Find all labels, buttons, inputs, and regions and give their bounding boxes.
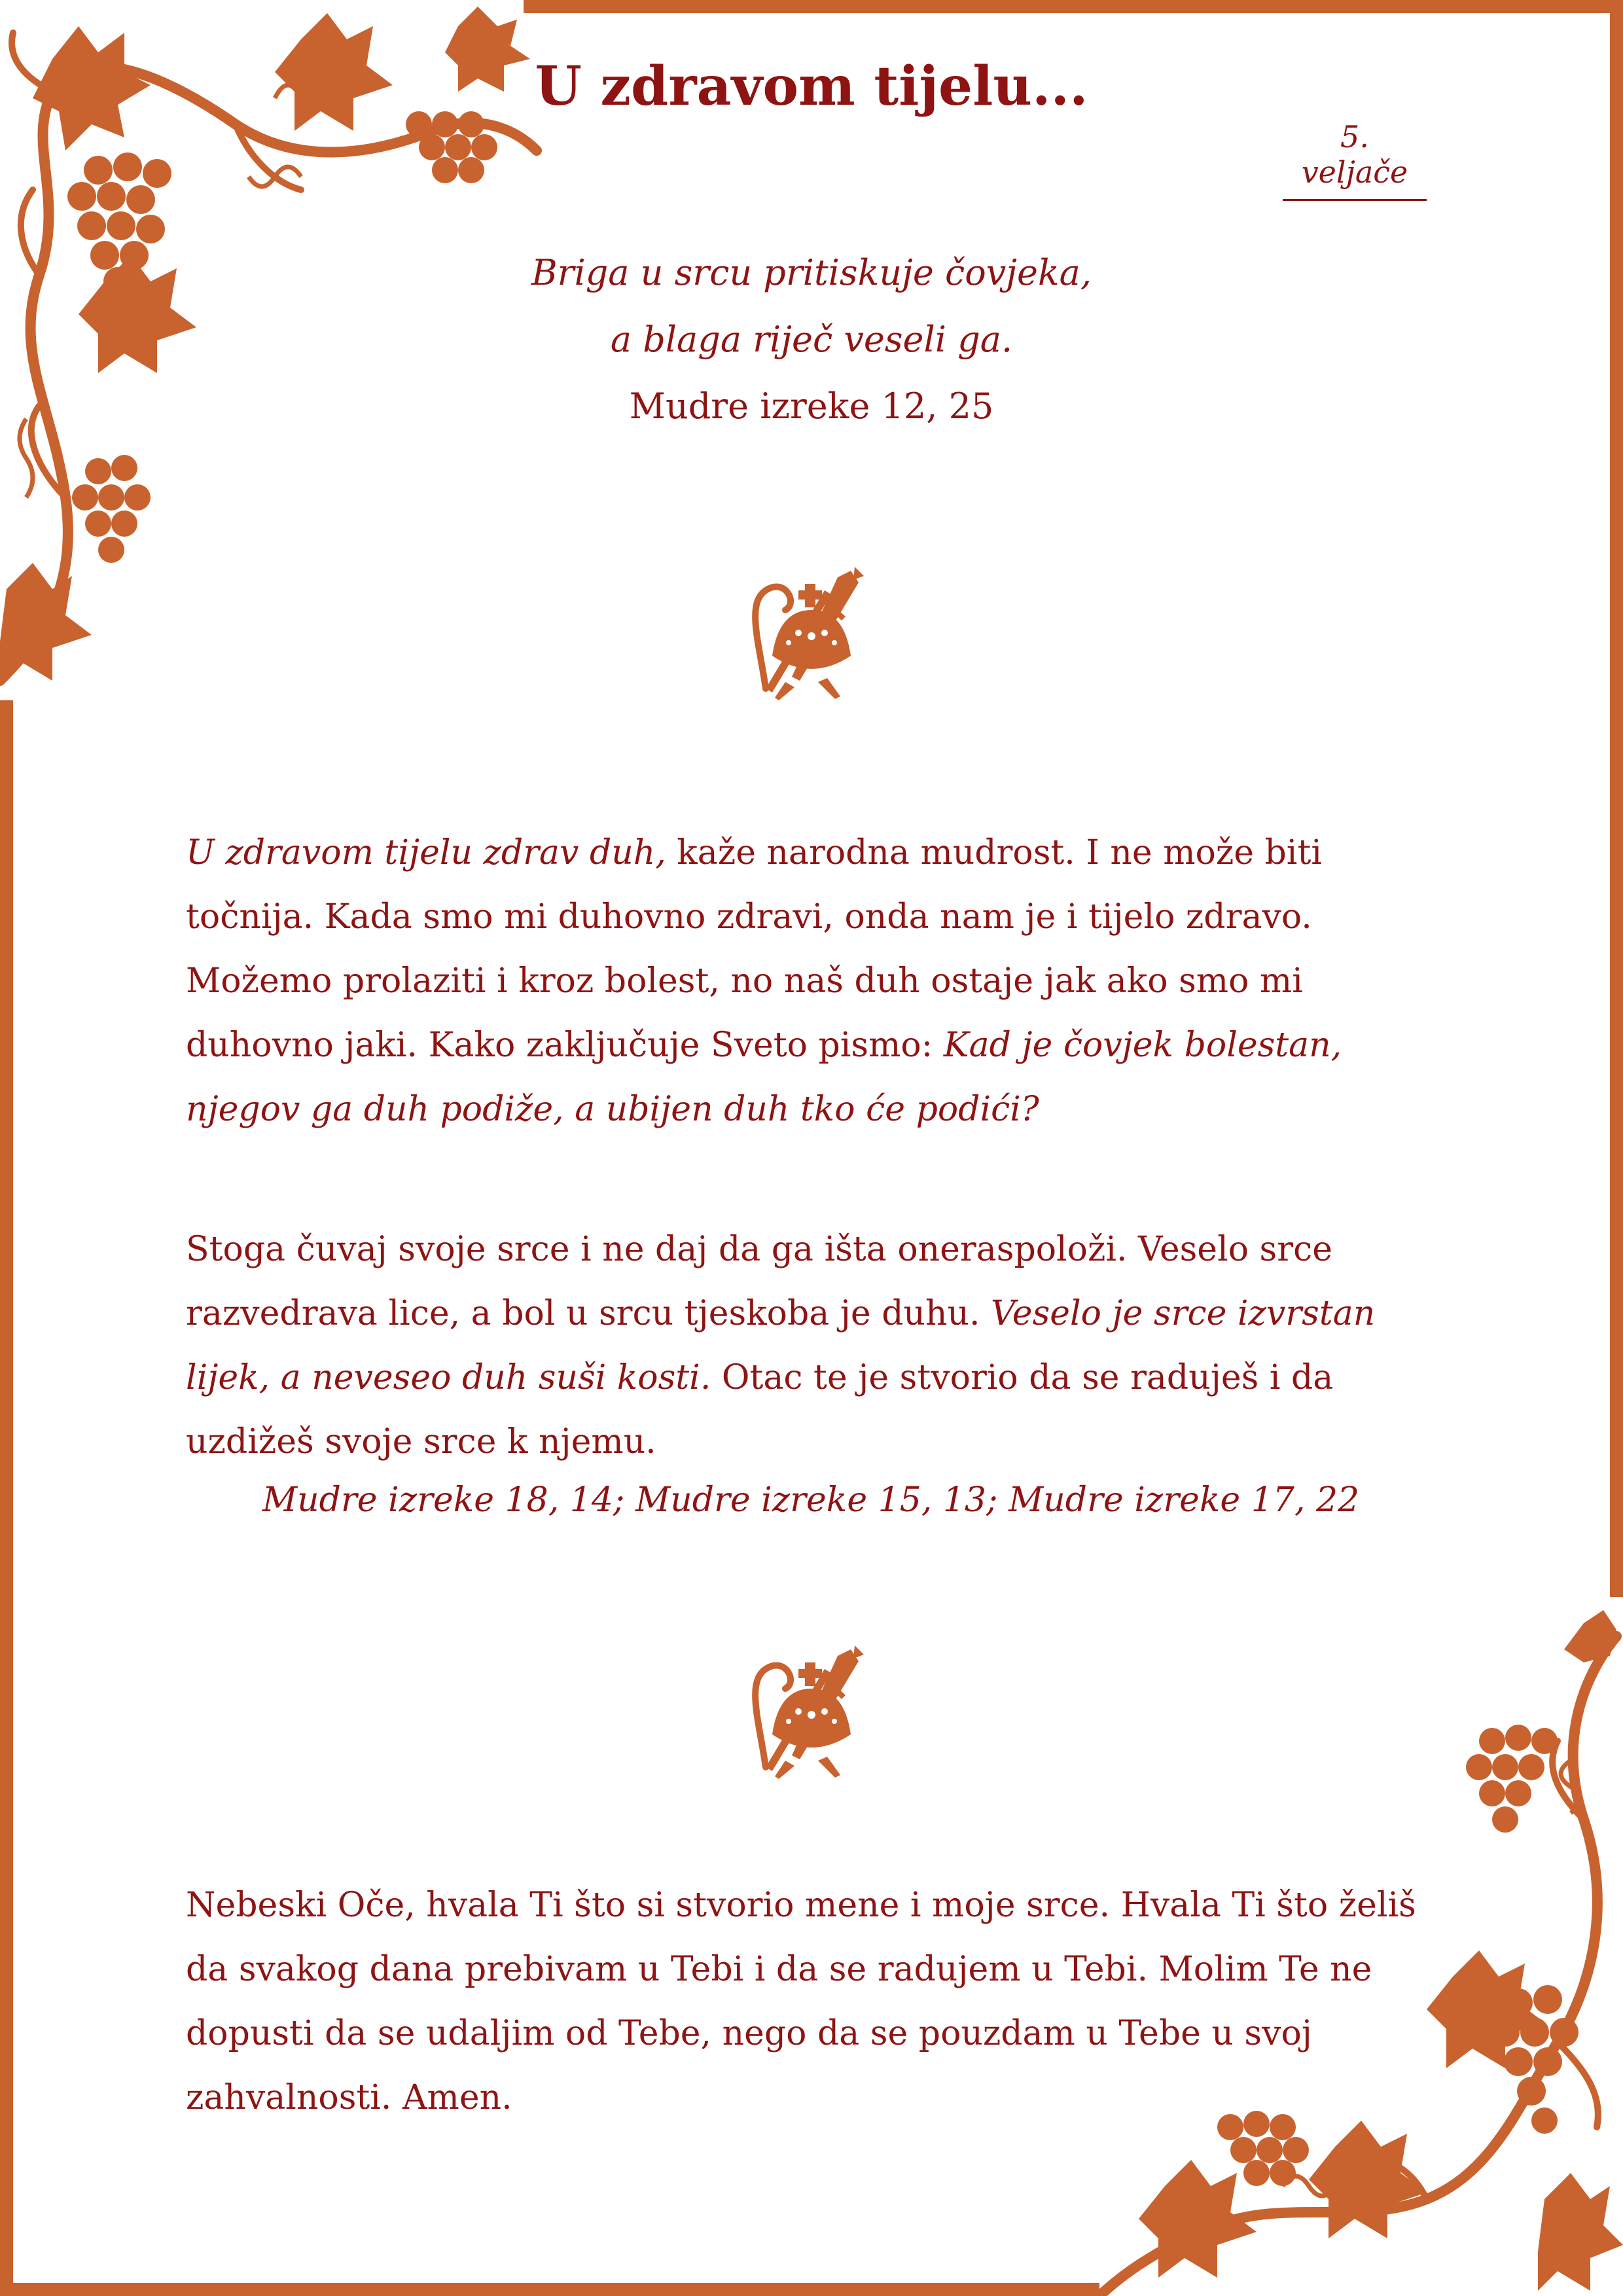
paragraph-1-text [186, 821, 1436, 1141]
date-label: 5. veljače [1283, 119, 1427, 201]
frame-right-line [1610, 0, 1623, 1597]
frame-bottom-line [0, 2283, 1099, 2296]
paragraph-2 [186, 1217, 1436, 1474]
paragraph-2-body-2: Otac te je stvorio da se raduješ i da uzdižeš svoje srce k njemu. [186, 1358, 1334, 1462]
prayer-text: Nebeski Oče, hvala Ti što si stvorio mene i moje srce. Hvala Ti što želiš da svakog dana prebivam u Tebi i da se radujem u Tebi. Molim Te ne dopusti da se udaljim od Tebe, nego da se pouzdam u Tebe u svoj zahvalnosti. Amen. [186, 1886, 1416, 2117]
verse-line-2: a blaga riječ veseli ga. [610, 319, 1013, 360]
paragraph-2-quote: Veselo je srce izvrstan lijek, a neveseo duh suši kosti. [186, 1294, 1376, 1397]
paragraph-1 [186, 821, 1436, 1141]
frame-top-line [524, 0, 1623, 13]
paragraph-1-quote-1: U zdravom tijelu zdrav duh, [186, 833, 666, 872]
prayer-paragraph [186, 1873, 1436, 2130]
page-title: U zdravom tijelu... [535, 55, 1088, 118]
paragraph-2-body-1: Stoga čuvaj svoje srce i ne daj da ga išta oneraspoloži. Veselo srce razvedrava lice, a bol u srcu tjeskoba je duhu. [186, 1230, 1332, 1333]
verse-reference: Mudre izreke 12, 25 [629, 386, 994, 427]
paragraph-2-text [186, 1217, 1436, 1474]
verse-line-1: Briga u srcu pritiskuje čovjeka, [531, 252, 1092, 293]
crown-crozier-sword-icon [740, 1643, 883, 1780]
paragraph-1-body: kaže narodna mudrost. I ne može biti točnija. Kada smo mi duhovno zdravi, onda nam je i tijelo zdravo. Možemo prolaziti i kroz bolest, no naš duh ostaje jak ako smo mi duhovno jaki. Kako zaključuje Sveto pismo: [186, 833, 1322, 1065]
opening-verse [419, 240, 1204, 440]
crown-crozier-sword-icon [740, 564, 883, 702]
scripture-references: Mudre izreke 18, 14; Mudre izreke 15, 13; Mudre izreke 17, 22 [262, 1480, 1360, 1520]
frame-left-line [0, 700, 13, 2296]
paragraph-1-quote-2: Kad je čovjek bolestan, njegov ga duh podiže, a ubijen duh tko će podići? [186, 1026, 1342, 1129]
